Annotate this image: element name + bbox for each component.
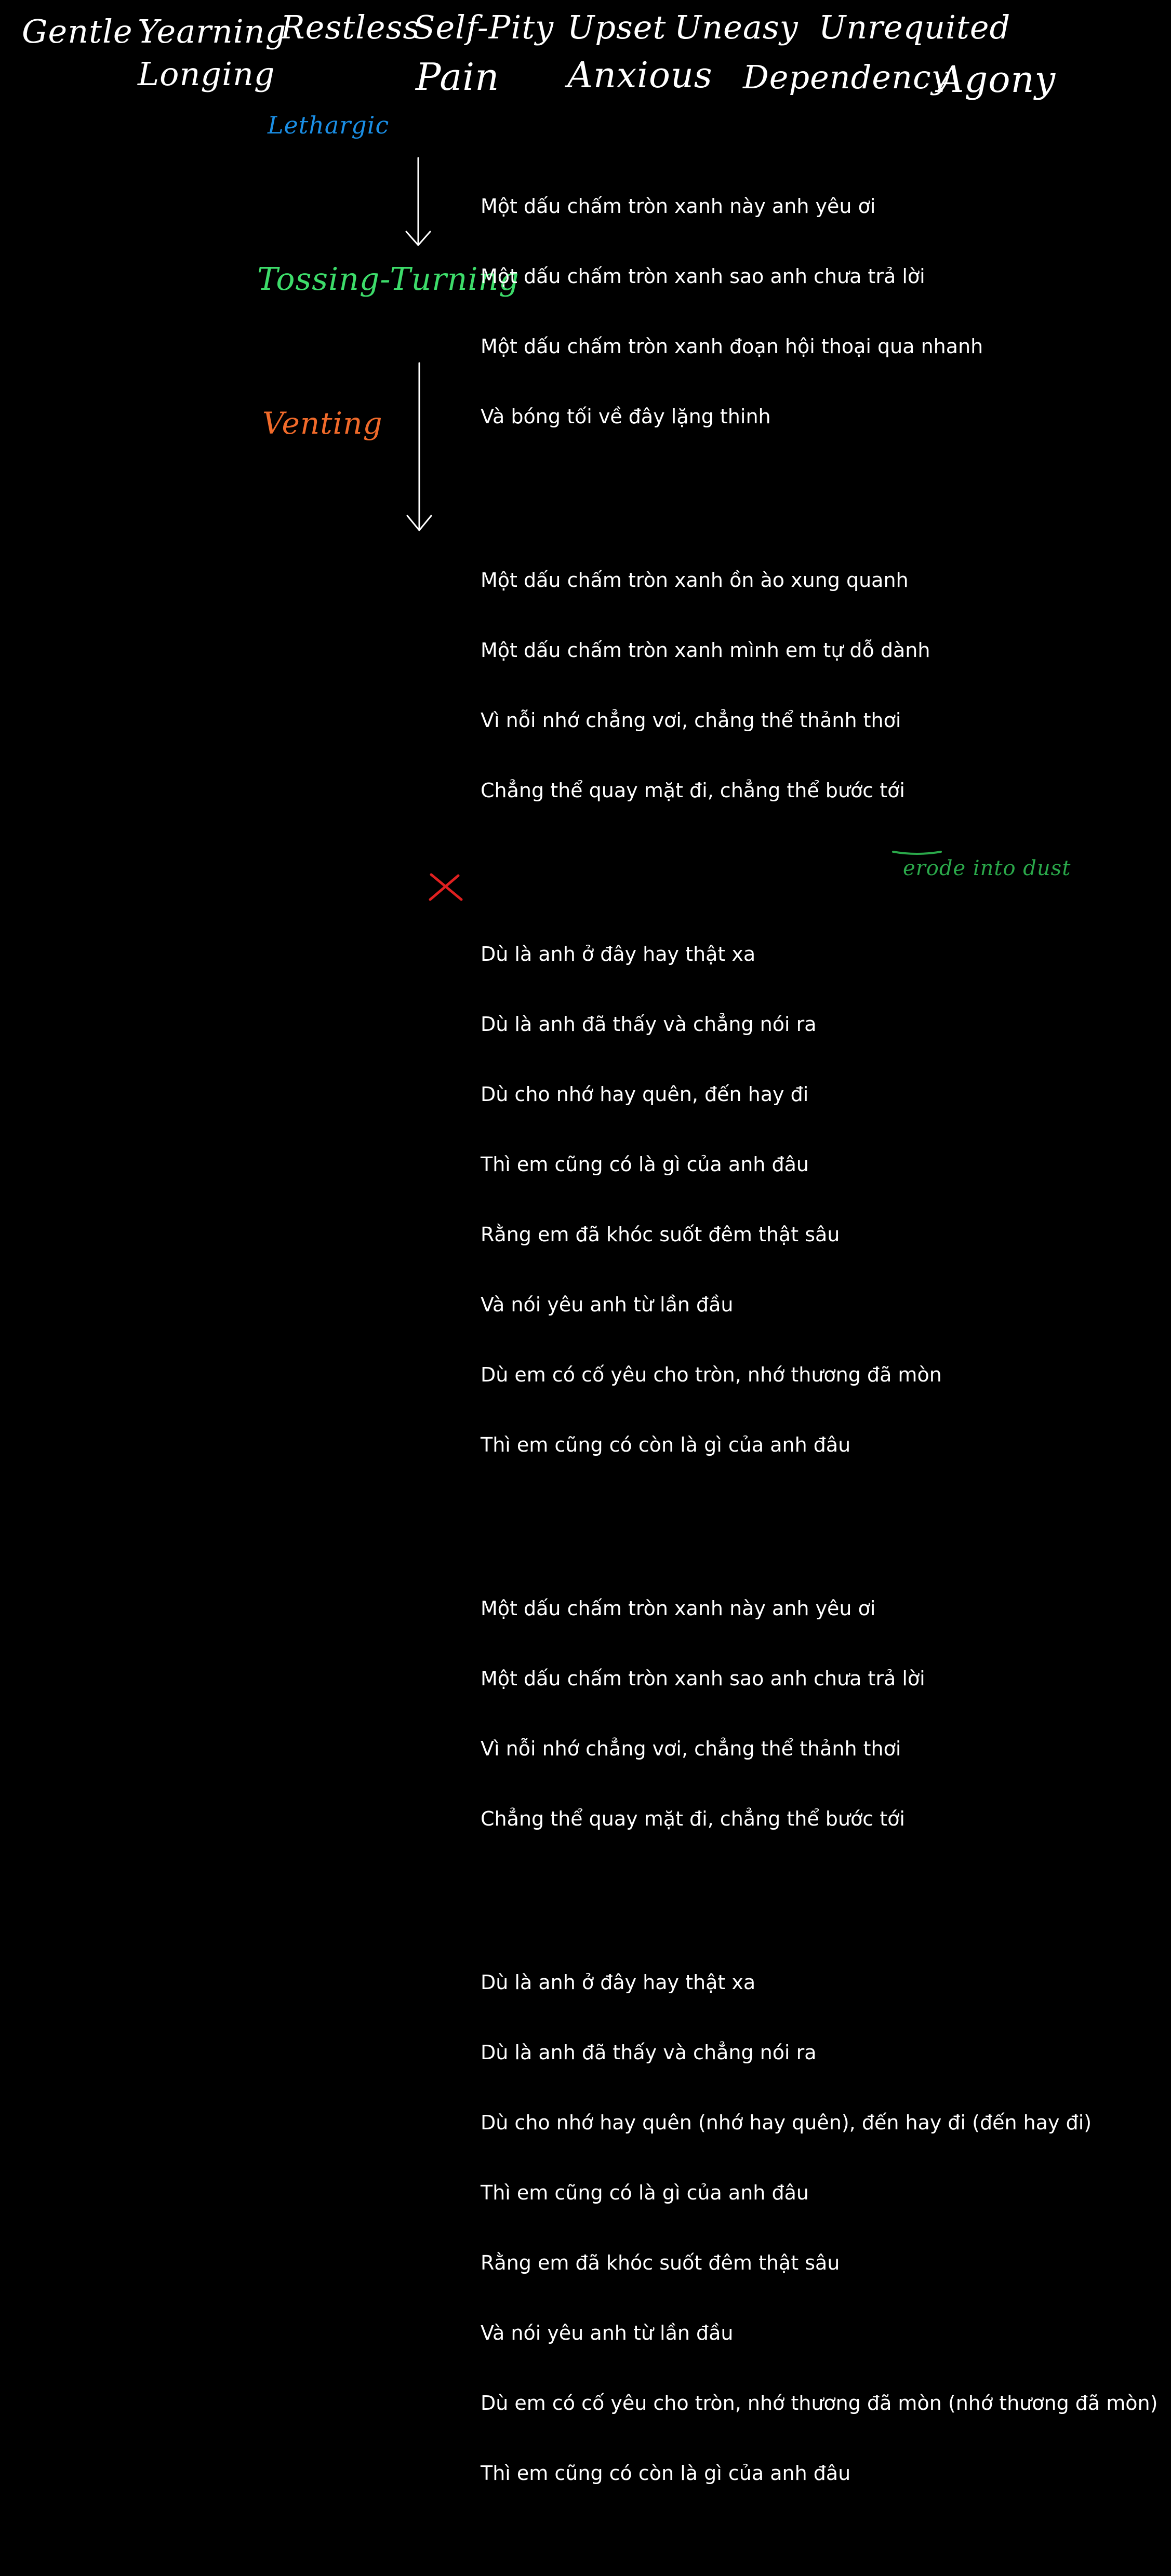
- lyric-line: Và nói yêu anh từ lần đầu: [481, 1293, 734, 1316]
- lyric-line: Một dấu chấm tròn xanh đoạn hội thoại qua nhanh: [481, 335, 983, 358]
- lyric-line: Dù là anh ở đây hay thật xa: [481, 943, 756, 965]
- mood-pain: Pain: [416, 55, 500, 99]
- mood-longing: Longing: [138, 55, 275, 93]
- lyric-line: Một dấu chấm tròn xanh sao anh chưa trả lời: [481, 265, 925, 288]
- lyric-line: Một dấu chấm tròn xanh này anh yêu ơi: [481, 195, 876, 218]
- lyric-line: Và nói yêu anh từ lần đầu: [481, 2322, 734, 2344]
- lyric-line: Thì em cũng có là gì của anh đâu: [481, 1153, 809, 1176]
- lyric-line: Một dấu chấm tròn xanh sao anh chưa trả lời: [481, 1667, 925, 1690]
- mood-restless: Restless: [281, 8, 420, 46]
- stanza-gap: [481, 1877, 1157, 1901]
- red-x-icon: [427, 871, 464, 903]
- lyric-line: Rằng em đã khóc suốt đêm thật sâu: [481, 1223, 840, 1246]
- lyric-line: Dù em có cố yêu cho tròn, nhớ thương đã mòn: [481, 1363, 942, 1386]
- lyric-line: Một dấu chấm tròn xanh mình em tự dỗ dành: [481, 639, 930, 662]
- lyric-line: Chẳng thể quay mặt đi, chẳng thể bước tới: [481, 1807, 905, 1830]
- cue-tossing-turning: Tossing-Turning: [257, 261, 520, 298]
- lyric-line: Thì em cũng có là gì của anh đâu: [481, 2181, 809, 2204]
- down-arrow-icon: [401, 361, 437, 534]
- mood-unrequited: Unrequited: [819, 8, 1011, 46]
- lyric-line: Và bóng tối về đây lặng thinh: [481, 405, 771, 428]
- mood-uneasy: Uneasy: [674, 8, 799, 46]
- lyric-line: Thì em cũng có còn là gì của anh đâu: [481, 1433, 851, 1456]
- lyric-line: Dù cho nhớ hay quên, đến hay đi: [481, 1083, 809, 1106]
- lyric-line: Vì nỗi nhớ chẳng vơi, chẳng thể thảnh thơi: [481, 1737, 901, 1760]
- stanza-gap: [481, 2532, 1157, 2555]
- stanza-gap: [481, 849, 1157, 873]
- cue-lethargic: Lethargic: [268, 111, 390, 139]
- lyric-line: Một dấu chấm tròn xanh này anh yêu ơi: [481, 1597, 876, 1620]
- lyric-line: Chẳng thể quay mặt đi, chẳng thể bước tới: [481, 779, 905, 802]
- lyric-line: Rằng em đã khóc suốt đêm thật sâu: [481, 2251, 840, 2274]
- stanza-gap: [481, 475, 1157, 499]
- lyric-line: Dù là anh đã thấy và chẳng nói ra: [481, 2041, 817, 2064]
- lyrics-block: [481, 125, 1157, 2576]
- cue-venting: Venting: [262, 406, 383, 441]
- note-erode-into-dust: erode into dust: [903, 856, 1071, 880]
- lyric-line: Dù em có cố yêu cho tròn, nhớ thương đã mòn (nhớ thương đã mòn): [481, 2392, 1158, 2414]
- lyric-line: Dù là anh ở đây hay thật xa: [481, 1971, 756, 1994]
- lyric-line: Dù là anh đã thấy và chẳng nói ra: [481, 1013, 817, 1036]
- mood-self-pity: Self-Pity: [413, 8, 554, 46]
- stanza-gap: [481, 1504, 1157, 1527]
- lyric-line: Vì nỗi nhớ chẳng vơi, chẳng thể thảnh thơi: [481, 709, 901, 732]
- lyric-line: Thì em cũng có còn là gì của anh đâu: [481, 2462, 851, 2485]
- mood-upset: Upset: [567, 8, 667, 46]
- mood-dependency: Dependency: [743, 58, 950, 96]
- down-arrow-icon: [400, 156, 436, 249]
- mood-agony: Agony: [938, 58, 1056, 101]
- lyric-line: Một dấu chấm tròn xanh ồn ào xung quanh: [481, 569, 909, 592]
- mood-gentle: Gentle: [22, 12, 133, 50]
- mood-anxious: Anxious: [567, 55, 713, 96]
- mood-yearning: Yearning: [138, 12, 287, 50]
- lyric-line: Dù cho nhớ hay quên (nhớ hay quên), đến hay đi (đến hay đi): [481, 2111, 1092, 2134]
